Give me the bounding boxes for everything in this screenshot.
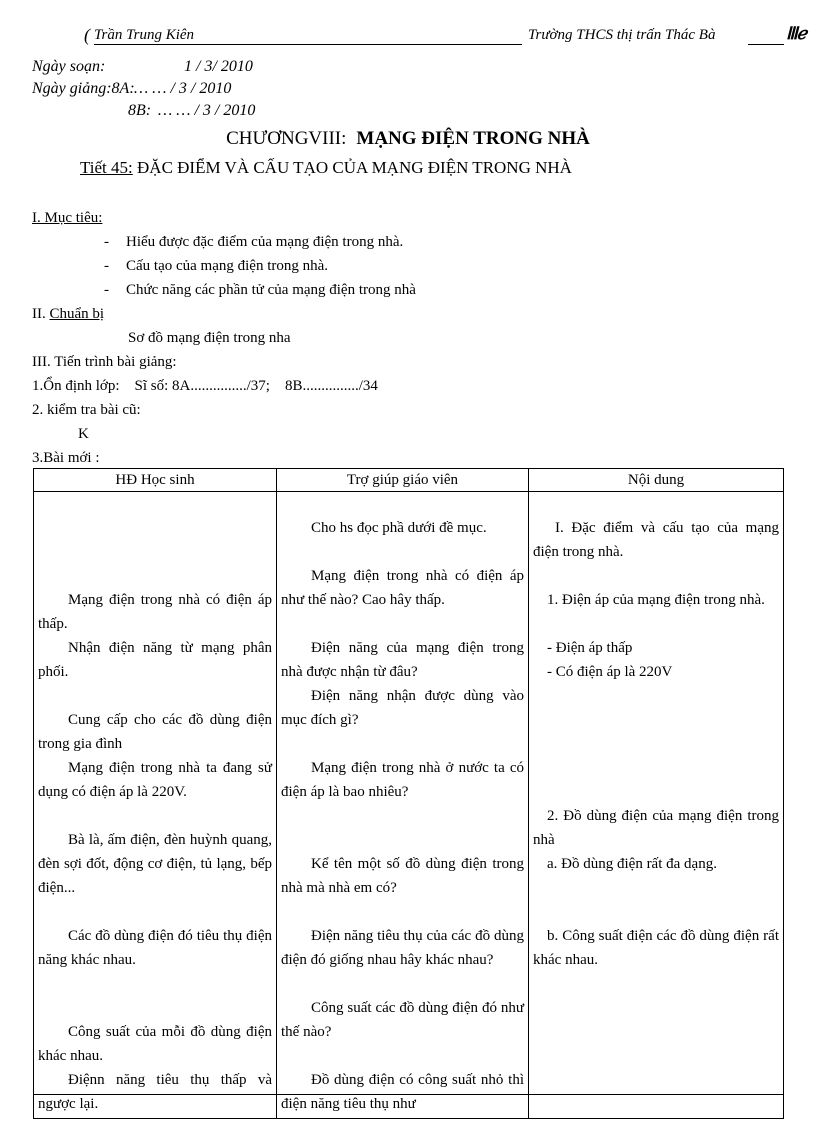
header-paren: ( xyxy=(84,25,90,45)
lesson-table xyxy=(33,468,784,1119)
objective-text: Chức năng các phần tử của mạng điện trong nhà xyxy=(126,282,416,298)
student-activity: Các đồ dùng điện đó tiêu thụ điện năng khác nhau. xyxy=(38,928,272,968)
class-8b-label: 8B: xyxy=(128,102,152,119)
lesson-title xyxy=(80,158,572,178)
review-heading: 2. kiểm tra bài cũ: xyxy=(32,402,141,418)
school-name: Trường THCS thị trấn Thác Bà xyxy=(528,27,716,43)
objective-text: Cấu tạo của mạng điện trong nhà. xyxy=(126,258,329,274)
objective-item: - Cấu tạo của mạng điện trong nhà. xyxy=(104,258,329,274)
chapter-title xyxy=(0,128,816,150)
prep-prefix: II. xyxy=(32,306,50,322)
chapter-name: MẠNG ĐIỆN TRONG NHÀ xyxy=(356,128,590,149)
student-activity: Mạng điện trong nhà ta đang sử dụng có điện áp là 220V. xyxy=(38,760,272,800)
teacher-prompt: Kể tên một số đồ dùng điện trong nhà mà nhà em có? xyxy=(281,856,524,896)
page-header xyxy=(84,24,806,48)
lesson-name: ĐẶC ĐIỂM VÀ CẤU TẠO CỦA MẠNG ĐIỆN TRONG NHÀ xyxy=(132,158,572,177)
table-header-row xyxy=(34,469,784,492)
lesson-dates xyxy=(32,56,256,122)
content-heading: I. Đặc điểm và cấu tạo của mạng điện trong nhà. xyxy=(533,520,779,560)
col-header-students: HĐ Học sinh xyxy=(34,469,277,492)
prep-date-label: Ngày soạn: xyxy=(32,58,106,75)
stabilize-line: 1.Ổn định lớp: Sĩ số: 8A.............../37; 8B.............../34 xyxy=(32,378,378,394)
process-heading: III. Tiến trình bài giảng: xyxy=(32,354,177,370)
teacher-prompt: Điện năng nhận được dùng vào mục đích gì? xyxy=(281,688,524,728)
content-point: - Điện áp thấp xyxy=(547,640,633,656)
prep-title: Chuẩn bị xyxy=(49,306,105,322)
teach-8a-value: … … / 3 / 2010 xyxy=(134,80,232,97)
content-cell xyxy=(529,492,784,1119)
teacher-prompt: Mạng điện trong nhà ở nước ta có điện áp là bao nhiêu? xyxy=(281,760,524,800)
teacher-prompt: Đồ dùng điện có công suất nhỏ thì điện năng tiêu thụ như xyxy=(281,1072,524,1112)
content-heading: 2. Đồ dùng điện của mạng điện trong nhà xyxy=(533,808,779,848)
teacher-prompt: Điện năng của mạng điện trong nhà được nhận từ đâu? xyxy=(281,640,524,680)
objectives-heading xyxy=(32,206,792,230)
content-point: - Có điện áp là 220V xyxy=(547,664,673,680)
prep-date-row xyxy=(32,56,253,78)
table-bottom-rule xyxy=(33,1094,783,1095)
content-heading: 1. Điện áp của mạng điện trong nhà. xyxy=(547,592,765,608)
lesson-label: Tiết 45: xyxy=(80,158,133,177)
prep-date-value: 1 / 3/ 2010 xyxy=(184,58,253,75)
student-activity: Cung cấp cho các đồ dùng điện trong gia đình xyxy=(38,712,272,752)
objective-item: - Hiểu được đặc điểm của mạng điện trong nhà. xyxy=(104,234,404,250)
student-activity: Mạng điện trong nhà có điện áp thấp. xyxy=(38,592,272,632)
content-point: b. Công suất điện các đồ dùng điện rất khác nhau. xyxy=(533,928,779,968)
teach-8b-row xyxy=(32,100,256,122)
col-header-teacher: Trợ giúp giáo viên xyxy=(277,469,529,492)
objective-text: Hiểu được đặc điểm của mạng điện trong nhà. xyxy=(126,234,404,250)
col-header-content: Nội dung xyxy=(529,469,784,492)
teacher-cell xyxy=(277,492,529,1119)
review-value: K xyxy=(78,426,89,442)
header-rule xyxy=(748,44,784,45)
teach-8b-value: … … / 3 / 2010 xyxy=(158,102,256,119)
student-activity: Nhận điện năng từ mạng phân phối. xyxy=(38,640,272,680)
teacher-prompt: Mạng điện trong nhà có điện áp như thế nào? Cao hây thấp. xyxy=(281,568,524,608)
prep-heading xyxy=(32,302,792,326)
content-point: a. Đồ dùng điện rất đa dạng. xyxy=(547,856,717,872)
new-lesson-heading: 3.Bài mới : xyxy=(32,450,100,466)
table-row xyxy=(34,492,784,1119)
objectives-title: I. Mục tiêu: xyxy=(32,210,103,226)
teacher-prompt: Cho hs đọc phầ dưới đề mục. xyxy=(311,520,487,536)
header-logo: Ⅲℯ xyxy=(786,24,806,43)
student-activity: Bà là, ấm điện, đèn huỳnh quang, đèn sợi đốt, động cơ điện, tủ lạng, bếp điện... xyxy=(38,832,272,896)
students-cell xyxy=(34,492,277,1119)
teacher-prompt: Điện năng tiêu thụ của các đồ dùng điện đó giống nhau hây khác nhau? xyxy=(281,928,524,968)
teach-date-row xyxy=(32,78,232,100)
student-activity: Công suất của mỗi đồ dùng điện khác nhau. xyxy=(38,1024,272,1064)
student-activity: Điệnn năng tiêu thụ thấp và ngược lại. xyxy=(38,1072,272,1112)
teach-date-label: Ngày giảng:8A: xyxy=(32,80,135,97)
objective-item: - Chức năng các phần tử của mạng điện trong nhà xyxy=(104,282,416,298)
teacher-prompt: Công suất các đồ dùng điện đó như thế nào? xyxy=(281,1000,524,1040)
prep-item: Sơ đồ mạng điện trong nha xyxy=(128,330,291,346)
lesson-body xyxy=(32,206,792,470)
chapter-prefix: CHƯƠNGVIII: xyxy=(226,128,347,149)
author-name: Trần Trung Kiên xyxy=(94,26,522,45)
